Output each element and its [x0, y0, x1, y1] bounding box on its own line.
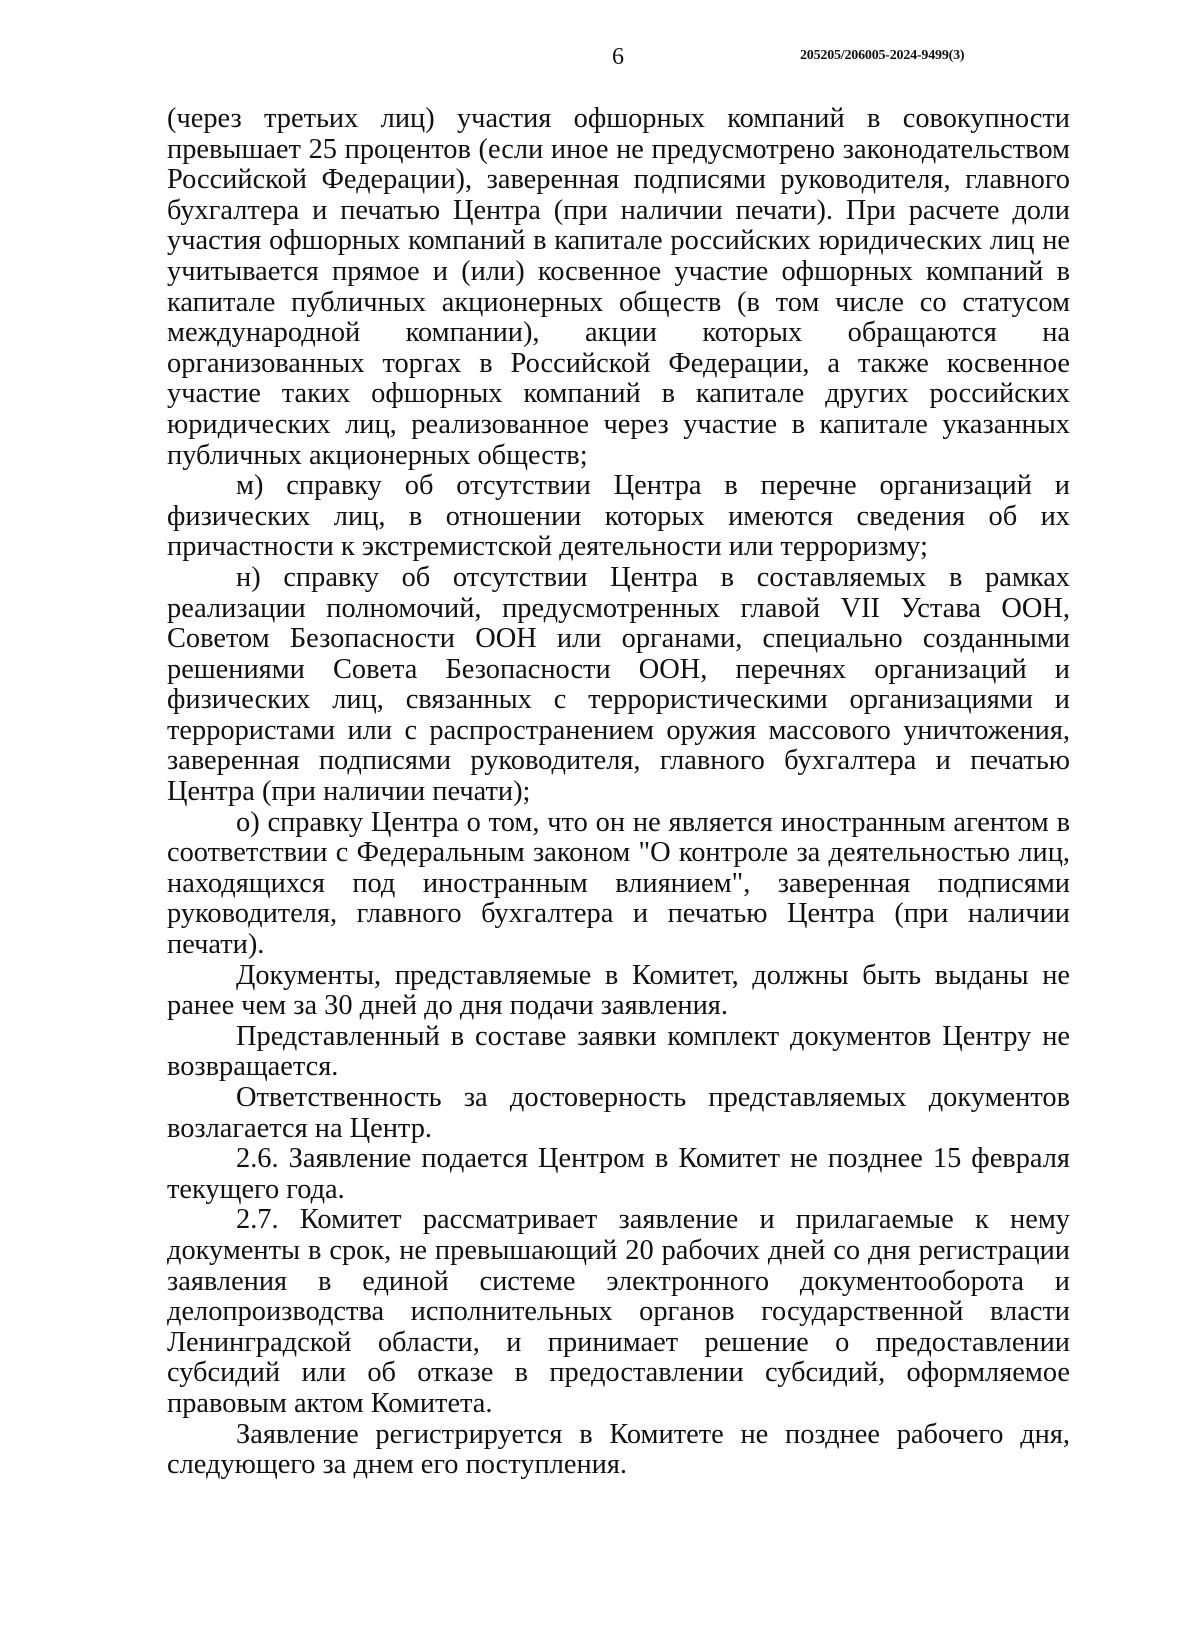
- page-number: 6: [612, 44, 624, 70]
- paragraph-responsibility: Ответственность за достоверность представляемых документов возлагается на Центр.: [167, 1082, 1070, 1144]
- paragraph-2-6: 2.6. Заявление подается Центром в Комитет не позднее 15 февраля текущего года.: [167, 1143, 1070, 1205]
- paragraph-item-n: н) справку об отсутствии Центра в составляемых в рамках реализации полномочий, предусмотренных главой VII Устава ООН, Советом Безопасности ООН или органами, специально созданными решениями Совета Безопасности ООН, перечнях организаций и физических лиц, связанных с террористическими организациями и террористами или с распространением оружия массового уничтожения, заверенная подписями руководителя, главного бухгалтера и печатью Центра (при наличии печати);: [167, 561, 1070, 808]
- paragraph-2-7: 2.7. Комитет рассматривает заявление и прилагаемые к нему документы в срок, не превышающий 20 рабочих дней со дня регистрации заявления в единой системе электронного документооборота и делопроизводства исполнительных органов государственной власти Ленинградской области, и принимает решение о предоставлении субсидий или об отказе в предоставлении субсидий, оформляемое правовым актом Комитета.: [167, 1204, 1070, 1419]
- document-body: [167, 104, 1070, 1481]
- paragraph-documents-not-returned: Представленный в составе заявки комплект документов Центру не возвращается.: [167, 1020, 1070, 1083]
- paragraph-item-o: о) справку Центра о том, что он не является иностранным агентом в соответствии с Федеральным законом "О контроле за деятельностью лиц, находящихся под иностранным влиянием", заверенная подписями руководителя, главного бухгалтера и печатью Центра (при наличии печати).: [167, 806, 1070, 961]
- paragraph-offshore-participation: (через третьих лиц) участия офшорных компаний в совокупности превышает 25 процентов (если иное не предусмотрено законодательством Российской Федерации), заверенная подписями руководителя, главного бухгалтера и печатью Центра (при наличии печати). При расчете доли участия офшорных компаний в капитале российских юридических лиц не учитывается прямое и (или) косвенное участие офшорных компаний в капитале публичных акционерных обществ (в том числе со статусом международной компании), акции которых обращаются на организованных торгах в Российской Федерации, а также косвенное участие таких офшорных компаний в капитале других российских юридических лиц, реализованное через участие в капитале указанных публичных акционерных обществ;: [167, 103, 1070, 471]
- paragraph-documents-validity: Документы, представляемые в Комитет, должны быть выданы не ранее чем за 30 дней до дня подачи заявления.: [167, 959, 1070, 1022]
- paragraph-item-m: м) справку об отсутствии Центра в перечне организаций и физических лиц, в отношении которых имеются сведения об их причастности к экстремистской деятельности или терроризму;: [167, 470, 1070, 563]
- document-reference-number: 205205/206005-2024-9499(3): [800, 48, 965, 63]
- paragraph-registration: Заявление регистрируется в Комитете не позднее рабочего дня, следующего за днем его поступления.: [167, 1418, 1070, 1481]
